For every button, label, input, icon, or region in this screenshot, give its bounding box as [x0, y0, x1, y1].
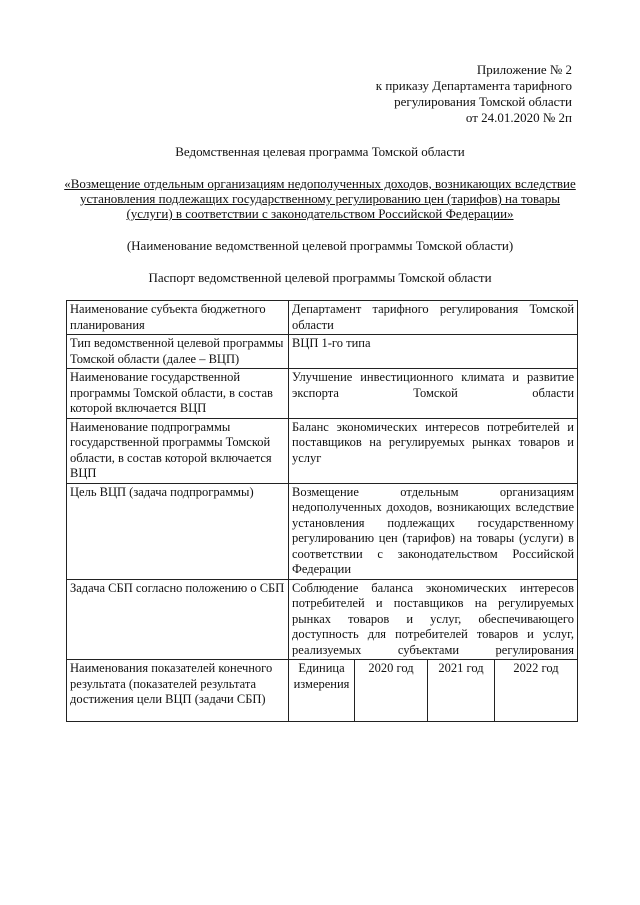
- table-row: [67, 579, 578, 660]
- row-label: Цель ВЦП (задача подпрограммы): [67, 483, 289, 579]
- row-value: Возмещение отдельным организациям недополученных доходов, возникающих вследствие установления подлежащих государственному регулированию цен (тарифов) на товары (услуги) в соответствии с законодательством Российской Федерации: [289, 483, 578, 579]
- year-header: 2020 год: [355, 660, 428, 722]
- row-label: Тип ведомственной целевой программы Томской области (далее – ВЦП): [67, 335, 289, 369]
- row-value: Соблюдение баланса экономических интересов потребителей и поставщиков на регулируемых рынках товаров и услуг, обеспечивающего доступность для потребителей товаров и услуг, реализуемых субъектами регулирования: [289, 579, 578, 660]
- row-label: Наименование подпрограммы государственной программы Томской области, в состав которой включается ВЦП: [67, 418, 289, 483]
- appendix-line: Приложение № 2: [476, 62, 572, 77]
- row-label: Наименования показателей конечного результата (показателей результата достижения цели ВЦП (задачи СБП): [67, 660, 289, 722]
- table-row: [67, 418, 578, 483]
- row-label: Наименование государственной программы Томской области, в состав которой включается ВЦП: [67, 369, 289, 419]
- table-row: [67, 301, 578, 335]
- table-row: [67, 335, 578, 369]
- year-header: 2022 год: [495, 660, 578, 722]
- appendix-line: от 24.01.2020 № 2п: [465, 110, 572, 125]
- row-value: Департамент тарифного регулирования Томской области: [289, 301, 578, 335]
- appendix-line: к приказу Департамента тарифного: [375, 78, 572, 93]
- year-header: 2021 год: [428, 660, 495, 722]
- passport-title: Паспорт ведомственной целевой программы Томской области: [148, 270, 492, 285]
- row-value: ВЦП 1-го типа: [289, 335, 578, 369]
- row-value: Баланс экономических интересов потребителей и поставщиков на регулируемых рынках товаров и услуг: [289, 418, 578, 483]
- row-label: Наименование субъекта бюджетного планирования: [67, 301, 289, 335]
- row-value: Улучшение инвестиционного климата и развитие экспорта Томской области: [289, 369, 578, 419]
- table-row: [67, 483, 578, 579]
- program-name: «Возмещение отдельным организациям недополученных доходов, возникающих вследствие установления подлежащих государственному регулированию цен (тарифов) на товары (услуги) в соответствии с законодательством Российской Федерации»: [64, 176, 576, 221]
- unit-header: Единица измерения: [289, 660, 355, 722]
- appendix-line: регулирования Томской области: [394, 94, 572, 109]
- table-row: [67, 660, 578, 722]
- table-row: [67, 369, 578, 419]
- appendix-header: [376, 62, 572, 126]
- program-caption: (Наименование ведомственной целевой программы Томской области): [126, 238, 514, 253]
- row-label: Задача СБП согласно положению о СБП: [67, 579, 289, 660]
- passport-table: [66, 300, 578, 722]
- document-title: Ведомственная целевая программа Томской области: [175, 144, 465, 159]
